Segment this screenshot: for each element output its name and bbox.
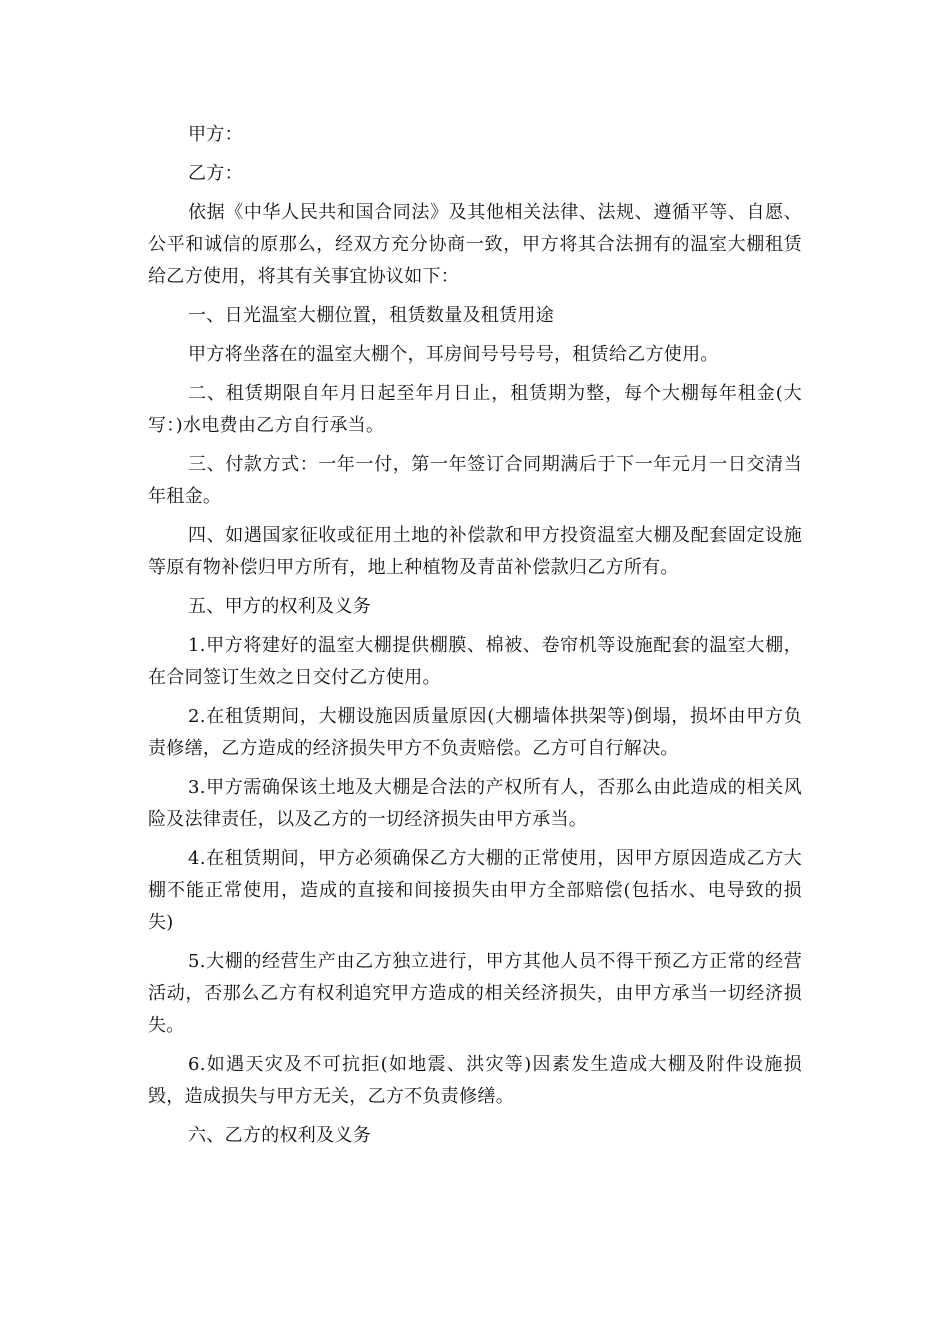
party-a-line: 甲方： xyxy=(188,124,243,145)
section-1-heading: 一、日光温室大棚位置，租赁数量及租赁用途 xyxy=(188,305,554,326)
section-5-heading: 五、甲方的权利及义务 xyxy=(188,596,371,617)
party-b-line: 乙方： xyxy=(188,163,243,184)
clause-5-5: 5.大棚的经营生产由乙方独立进行，甲方其他人员不得干预乙方正常的经营活动，否那么乙方有权利追究甲方造成的相关经济损失，由甲方承当一切经济损失。 xyxy=(148,951,802,1036)
clause-5-1: 1.甲方将建好的温室大棚提供棚膜、棉被、卷帘机等设施配套的温室大棚，在合同签订生效之日交付乙方使用。 xyxy=(148,635,802,688)
document-body xyxy=(148,119,802,1159)
section-4-paragraph: 四、如遇国家征收或征用土地的补偿款和甲方投资温室大棚及配套固定设施等原有物补偿归甲方所有，地上种植物及青苗补偿款归乙方所有。 xyxy=(148,525,802,578)
clause-5-4: 4.在租赁期间，甲方必须确保乙方大棚的正常使用，因甲方原因造成乙方大棚不能正常使用，造成的直接和间接损失由甲方全部赔偿(包括水、电导致的损失) xyxy=(148,848,802,933)
preamble-paragraph: 依据《中华人民共和国合同法》及其他相关法律、法规、遵循平等、自愿、公平和诚信的原那么，经双方充分协商一致，甲方将其合法拥有的温室大棚租赁给乙方使用，将其有关事宜协议如下： xyxy=(148,202,802,287)
section-6-heading: 六、乙方的权利及义务 xyxy=(188,1125,371,1146)
clause-5-3: 3.甲方需确保该土地及大棚是合法的产权所有人，否那么由此造成的相关风险及法律责任，以及乙方的一切经济损失由甲方承当。 xyxy=(148,777,802,830)
clause-5-6: 6.如遇天灾及不可抗拒(如地震、洪灾等)因素发生造成大棚及附件设施损毁，造成损失与甲方无关，乙方不负责修缮。 xyxy=(148,1054,802,1107)
clause-5-2: 2.在租赁期间，大棚设施因质量原因(大棚墙体拱架等)倒塌，损坏由甲方负责修缮，乙方造成的经济损失甲方不负责赔偿。乙方可自行解决。 xyxy=(148,706,802,759)
section-3-paragraph: 三、付款方式：一年一付，第一年签订合同期满后于下一年元月一日交清当年租金。 xyxy=(148,454,802,507)
section-1-paragraph: 甲方将坐落在的温室大棚个，耳房间号号号号，租赁给乙方使用。 xyxy=(188,344,719,365)
section-2-paragraph: 二、租赁期限自年月日起至年月日止，租赁期为整，每个大棚每年租金(大写：)水电费由乙方自行承当。 xyxy=(148,383,802,436)
